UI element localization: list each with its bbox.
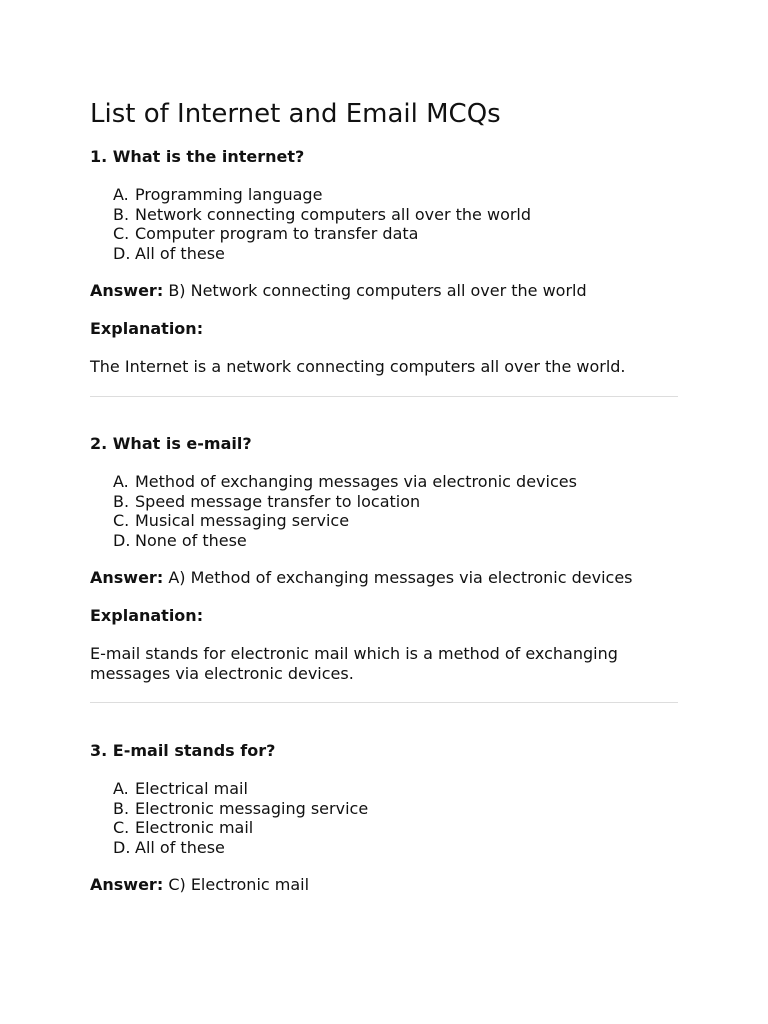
options-list [90, 779, 678, 857]
question-text: 1. What is the internet? [90, 147, 305, 166]
option-c [113, 224, 678, 244]
option-d [113, 531, 678, 551]
answer-label: Answer: [90, 568, 164, 588]
option-text: Electronic messaging service [135, 798, 369, 818]
answer-text: C) Electronic mail [168, 875, 310, 895]
section-divider [90, 396, 678, 397]
answer-line [90, 568, 678, 588]
option-a [113, 185, 678, 205]
answer-label: Answer: [90, 875, 164, 895]
explanation-text: The Internet is a network connecting computers all over the world. [90, 357, 626, 377]
option-text: Method of exchanging messages via electronic devices [135, 472, 577, 491]
option-letter: D. [113, 243, 131, 263]
question-1 [90, 147, 678, 377]
explanation-label: Explanation: [90, 319, 204, 339]
question-2 [90, 434, 678, 684]
answer-label: Answer: [90, 281, 164, 301]
option-text: Network connecting computers all over the world [135, 204, 532, 224]
option-letter: B. [113, 798, 130, 818]
option-text: Computer program to transfer data [135, 224, 419, 244]
option-letter: C. [113, 224, 130, 244]
question-3 [90, 741, 678, 895]
option-letter: D. [113, 837, 131, 857]
option-a [113, 779, 678, 799]
question-text: 3. E-mail stands for? [90, 741, 276, 760]
option-text: Musical messaging service [135, 511, 350, 531]
option-text: None of these [135, 530, 247, 550]
option-letter: D. [113, 530, 131, 550]
options-list [90, 472, 678, 550]
option-text: All of these [135, 837, 225, 857]
option-a [113, 472, 678, 492]
answer-line [90, 281, 678, 301]
question-text: 2. What is e-mail? [90, 434, 252, 453]
answer-line [90, 875, 678, 895]
option-c [113, 511, 678, 531]
option-letter: A. [113, 185, 129, 204]
option-c [113, 818, 678, 838]
explanation-text: E-mail stands for electronic mail which is a method of exchanging messages via electronic devices. [90, 644, 618, 684]
option-letter: C. [113, 818, 130, 838]
options-list [90, 185, 678, 263]
option-letter: A. [113, 472, 129, 491]
option-d [113, 838, 678, 858]
option-b [113, 492, 678, 512]
option-text: Programming language [135, 185, 323, 204]
option-b [113, 205, 678, 225]
option-letter: B. [113, 204, 130, 224]
option-text: All of these [135, 243, 225, 263]
option-text: Electronic mail [135, 818, 254, 838]
option-text: Electrical mail [135, 779, 248, 798]
page-title: List of Internet and Email MCQs [90, 99, 501, 129]
option-b [113, 799, 678, 819]
section-divider [90, 702, 678, 703]
answer-text: A) Method of exchanging messages via electronic devices [168, 568, 633, 588]
option-letter: A. [113, 779, 129, 798]
explanation-label: Explanation: [90, 606, 204, 626]
option-text: Speed message transfer to location [135, 491, 421, 511]
option-letter: B. [113, 491, 130, 511]
option-letter: C. [113, 511, 130, 531]
answer-text: B) Network connecting computers all over the world [168, 281, 587, 301]
option-d [113, 244, 678, 264]
